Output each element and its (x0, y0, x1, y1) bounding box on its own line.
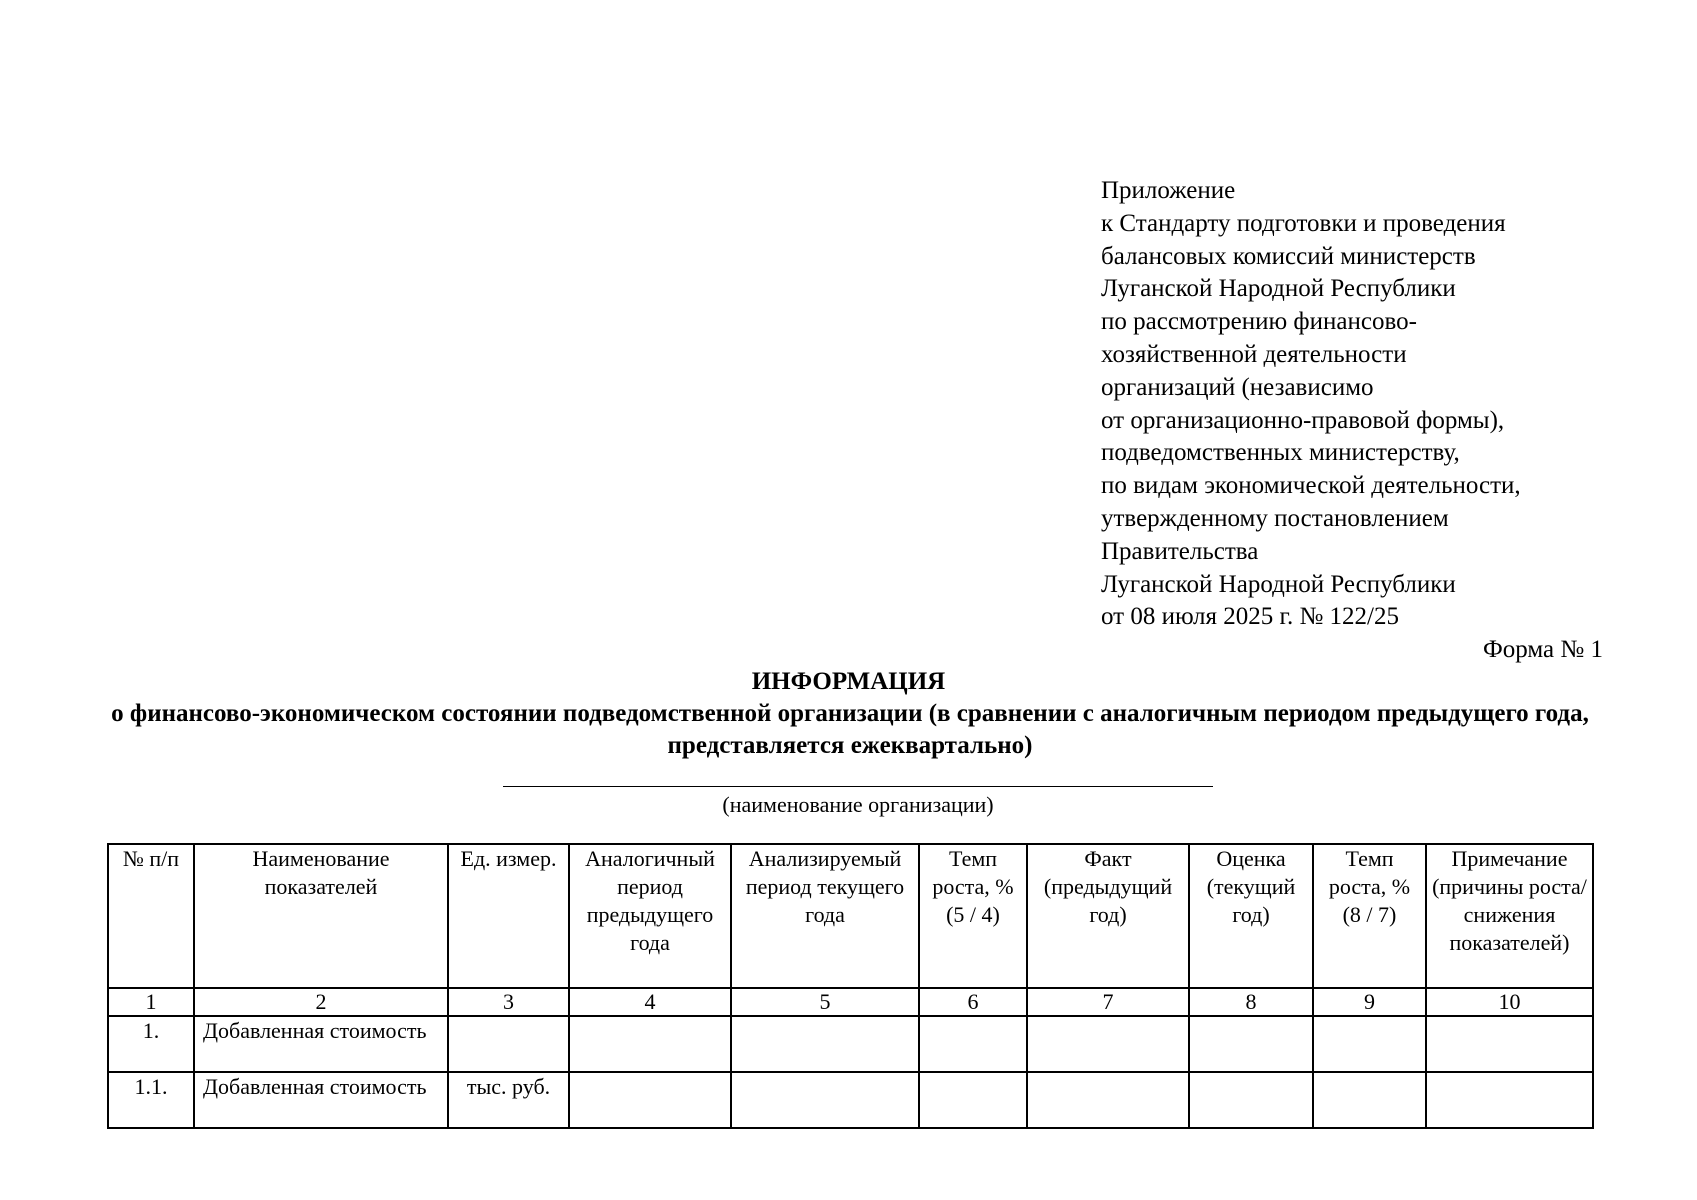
value-cell[interactable] (1313, 1016, 1426, 1072)
column-number-cell: 2 (194, 988, 448, 1016)
unit-cell[interactable] (448, 1016, 569, 1072)
table-header-row (108, 844, 1593, 988)
organization-name-caption: (наименование организации) (722, 792, 994, 817)
value-cell[interactable] (1027, 1016, 1189, 1072)
column-number-cell: 9 (1313, 988, 1426, 1016)
unit-cell[interactable]: тыс. руб. (448, 1072, 569, 1128)
appendix-line: от 08 июля 2025 г. № 122/25 (1101, 603, 1399, 631)
document-subtitle: о финансово-экономическом состоянии подведомственной организации (в сравнении с аналогичным периодом предыдущего года, представляется ежеквартально) (111, 700, 1589, 759)
value-cell[interactable] (731, 1016, 919, 1072)
appendix-line: Луганской Народной Республики (1101, 275, 1456, 303)
indicator-name-cell: Добавленная стоимость (194, 1016, 448, 1072)
column-number-cell: 8 (1189, 988, 1313, 1016)
appendix-line: подведомственных министерству, (1101, 439, 1460, 467)
appendix-line: от организационно-правовой формы), (1101, 406, 1505, 434)
value-cell[interactable] (919, 1072, 1027, 1128)
column-number-cell: 10 (1426, 988, 1593, 1016)
column-number-cell: 5 (731, 988, 919, 1016)
header-cell-fact-prev-year: Факт (предыдущий год) (1027, 844, 1189, 988)
appendix-line: по рассмотрению финансово- (1101, 308, 1417, 336)
value-cell[interactable] (1313, 1072, 1426, 1128)
note-cell[interactable] (1426, 1072, 1593, 1128)
appendix-line: Луганской Народной Республики (1101, 570, 1456, 598)
header-cell-unit: Ед. измер. (448, 844, 569, 988)
appendix-line: организаций (независимо (1101, 373, 1374, 401)
appendix-block (1101, 175, 1661, 634)
appendix-line: балансовых комиссий министерств (1101, 242, 1476, 270)
value-cell[interactable] (569, 1016, 731, 1072)
header-cell-indicator: Наименование показателей (194, 844, 448, 988)
header-cell-growth-rate-2: Темп роста, % (8 / 7) (1313, 844, 1426, 988)
header-cell-note: Примечание (причины роста/ снижения показателей) (1426, 844, 1593, 988)
header-cell-growth-rate-1: Темп роста, % (5 / 4) (919, 844, 1027, 988)
value-cell[interactable] (1027, 1072, 1189, 1128)
column-number-row (108, 988, 1593, 1016)
note-cell[interactable] (1426, 1016, 1593, 1072)
row-number-cell: 1.1. (108, 1072, 194, 1128)
value-cell[interactable] (731, 1072, 919, 1128)
value-cell[interactable] (569, 1072, 731, 1128)
organization-name-line[interactable] (503, 786, 1213, 787)
appendix-line: утвержденному постановлением (1101, 504, 1449, 532)
value-cell[interactable] (919, 1016, 1027, 1072)
document-title: ИНФОРМАЦИЯ (751, 668, 946, 695)
header-cell-number: № п/п (108, 844, 194, 988)
appendix-line: к Стандарту подготовки и проведения (1101, 209, 1506, 237)
appendix-line: Правительства (1101, 537, 1259, 565)
row-number-cell: 1. (108, 1016, 194, 1072)
value-cell[interactable] (1189, 1072, 1313, 1128)
appendix-line: по видам экономической деятельности, (1101, 472, 1521, 500)
header-cell-current-period: Анализируемый период текущего года (731, 844, 919, 988)
appendix-line: хозяйственной деятельности (1101, 340, 1407, 368)
appendix-line: Приложение (1101, 177, 1236, 204)
column-number-cell: 3 (448, 988, 569, 1016)
column-number-cell: 7 (1027, 988, 1189, 1016)
table-row (108, 1016, 1593, 1072)
value-cell[interactable] (1189, 1016, 1313, 1072)
header-cell-prev-period: Аналогичный период предыдущего года (569, 844, 731, 988)
column-number-cell: 4 (569, 988, 731, 1016)
table-row (108, 1072, 1593, 1128)
column-number-cell: 6 (919, 988, 1027, 1016)
indicator-name-cell: Добавленная стоимость (194, 1072, 448, 1128)
info-table (107, 843, 1594, 1129)
header-cell-estimate-current-year: Оценка (текущий год) (1189, 844, 1313, 988)
form-number: Форма № 1 (1483, 636, 1603, 663)
column-number-cell: 1 (108, 988, 194, 1016)
